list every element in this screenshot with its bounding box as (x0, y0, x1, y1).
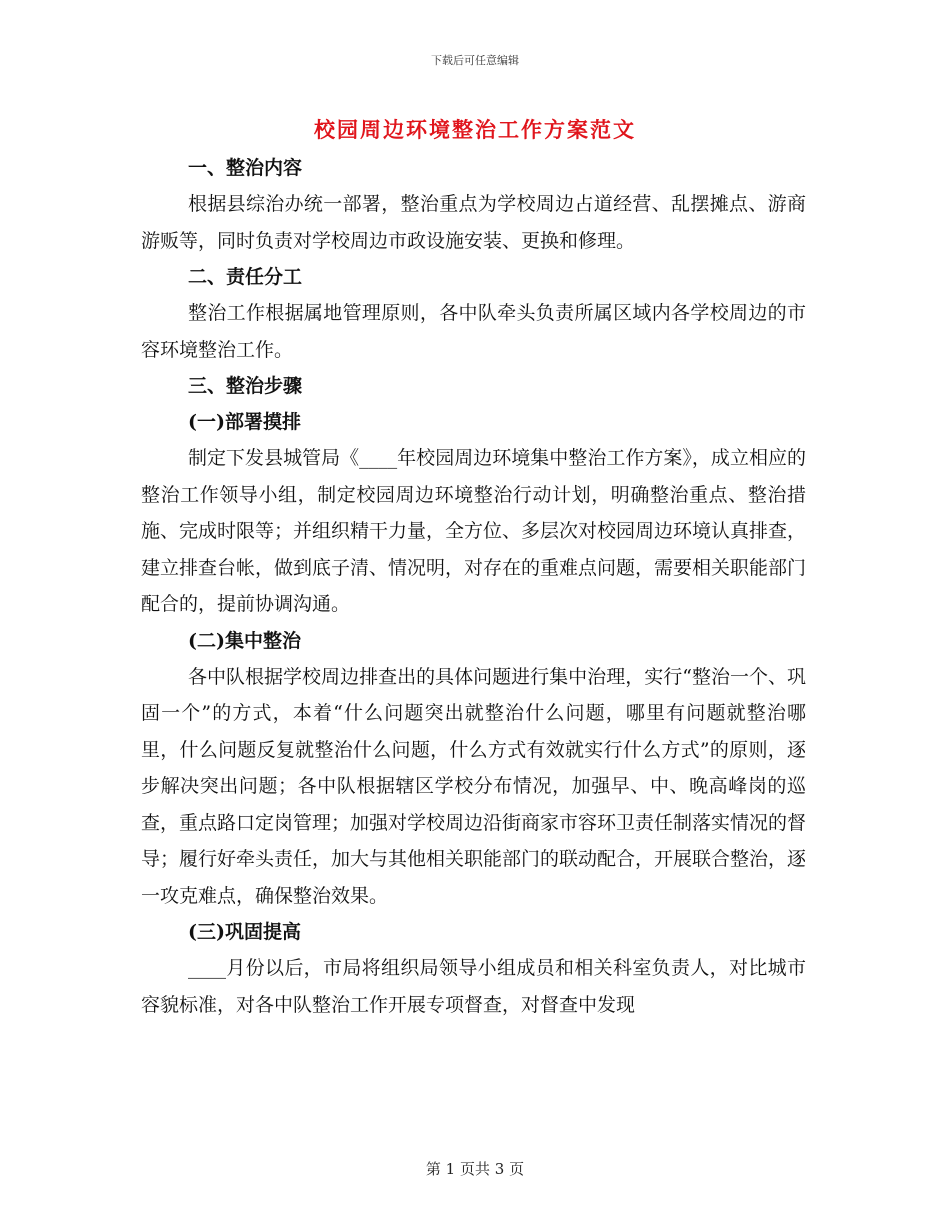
page-number: 第 1 页共 3 页 (425, 1160, 525, 1178)
section-heading-content: 一、整治内容 (188, 157, 303, 179)
section-paragraph-content: 根据县综治办统一部署，整治重点为学校周边占道经营、乱摆摊点、游商游贩等，同时负责对学校周边市政设施安装、更换和修理。 (141, 193, 806, 252)
subsection-paragraph-deploy: 制定下发县城管局《____年校园周边环境集中整治工作方案》，成立相应的整治工作领导小组，制定校园周边环境整治行动计划，明确整治重点、整治措施、完成时限等；并组织精干力量，全方位、多层次对校园周边环境认真排查，建立排查台帐，做到底子清、情况明，对存在的重难点问题，需要相关职能部门配合的，提前协调沟通。 (141, 447, 807, 615)
subsection-heading-focus: (二)集中整治 (188, 629, 301, 652)
document-title: 校园周边环境整治工作方案范文 (314, 117, 636, 142)
header-note: 下载后可任意编辑 (431, 54, 519, 67)
subsection-heading-consolidate: (三)巩固提高 (188, 921, 301, 943)
subsection-heading-deploy: (一)部署摸排 (188, 411, 301, 433)
section-heading-responsibility: 二、责任分工 (188, 266, 303, 288)
section-paragraph-responsibility: 整治工作根据属地管理原则，各中队牵头负责所属区域内各学校周边的市容环境整治工作。 (141, 302, 806, 361)
document-body (141, 150, 806, 1023)
section-heading-steps: 三、整治步骤 (188, 375, 303, 397)
subsection-paragraph-focus: 各中队根据学校周边排查出的具体问题进行集中治理，实行“整治一个、巩固一个”的方式，本着“什么问题突出就整治什么问题，哪里有问题就整治哪里，什么问题反复就整治什么问题，什么方式有效就实行什么方式”的原则，逐步解决突出问题；各中队根据辖区学校分布情况，加强早、中、晚高峰岗的巡查，重点路口定岗管理；加强对学校周边沿街商家市容环卫责任制落实情况的督导；履行好牵头责任，加大与其他相关职能部门的联动配合，开展联合整治，逐一攻克难点，确保整治效果。 (141, 665, 807, 907)
subsection-paragraph-consolidate: ____月份以后，市局将组织局领导小组成员和相关科室负责人，对比城市容貌标准，对各中队整治工作开展专项督查，对督查中发现 (141, 957, 806, 1016)
